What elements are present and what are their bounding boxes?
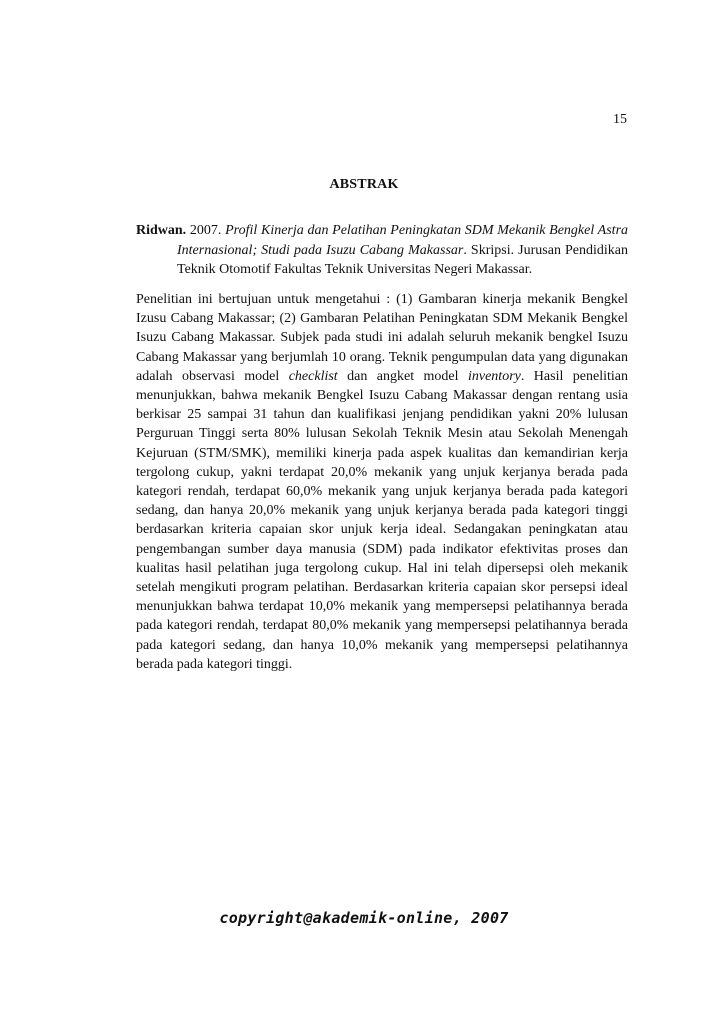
abstract-body: [136, 290, 628, 674]
citation: [136, 221, 628, 280]
abstract-text-part3: . Hasil penelitian menunjukkan, bahwa mekanik Bengkel Isuzu Cabang Makassar dengan rentang usia berkisar 25 sampai 31 tahun dan kualifikasi jenjang pendidikan yakni 20% lulusan Perguruan Tinggi serta 80% lulusan Sekolah Teknik Mesin atau Sekolah Menengah Kejuruan (STM/SMK), memiliki kinerja pada aspek kualitas dan kemandirian kerja tergolong cukup, yakni terdapat 20,0% mekanik yang unjuk kerjanya berada pada kategori rendah, terdapat 60,0% mekanik yang unjuk kerjanya berada pada kategori sedang, dan hanya 20,0% mekanik yang unjuk kerjanya berada pada kategori tinggi berdasarkan kriteria capaian skor unjuk kerja ideal. Sedangakan peningkatan atau pengembangan sumber daya manusia (SDM) pada indikator efektivitas proses dan kualitas hasil pelatihan juga tergolong cukup. Hal ini telah dipersepsi oleh mekanik setelah mengikuti program pelatihan. Berdasarkan kriteria capaian skor persepsi ideal menunjukkan bahwa terdapat 10,0% mekanik yang mempersepsi pelatihannya berada pada kategori rendah, terdapat 80,0% mekanik yang mempersepsi pelatihannya berada pada kategori sedang, dan hanya 10,0% mekanik yang mempersepsi pelatihannya berada pada kategori tinggi.: [136, 368, 628, 672]
page-title: ABSTRAK: [329, 177, 399, 192]
page-number: 15: [613, 112, 627, 127]
citation-author: Ridwan.: [136, 223, 187, 238]
citation-year: 2007.: [189, 223, 222, 238]
abstract-text-part1: Penelitian ini bertujuan untuk mengetahui : (1) Gambaran kinerja mekanik Bengkel Izusu Cabang Makassar; (2) Gambaran Pelatihan Peningkatan SDM Mekanik Bengkel Isuzu Cabang Makassar. Subjek pada studi ini adalah seluruh mekanik bengkel Isuzu Cabang Makassar yang berjumlah 10 orang. Teknik pengumpulan data yang digunakan adalah observasi model: [136, 292, 628, 384]
citation-publication: Skripsi. Jurusan Pendidikan Teknik Otomotif Fakultas Teknik Universitas Negeri Makassar.: [177, 242, 628, 277]
copyright-footer: copyright@akademik-online, 2007: [219, 909, 509, 927]
abstract-term-checklist: checklist: [288, 368, 338, 384]
citation-title-end: .: [463, 242, 467, 258]
citation-work-title: Profil Kinerja dan Pelatihan Peningkatan SDM Mekanik Bengkel Astra Internasional; Studi pada Isuzu Cabang Makassar: [177, 223, 629, 258]
abstract-term-inventory: inventory: [467, 368, 521, 384]
abstract-text-part2: dan angket model: [337, 368, 468, 384]
